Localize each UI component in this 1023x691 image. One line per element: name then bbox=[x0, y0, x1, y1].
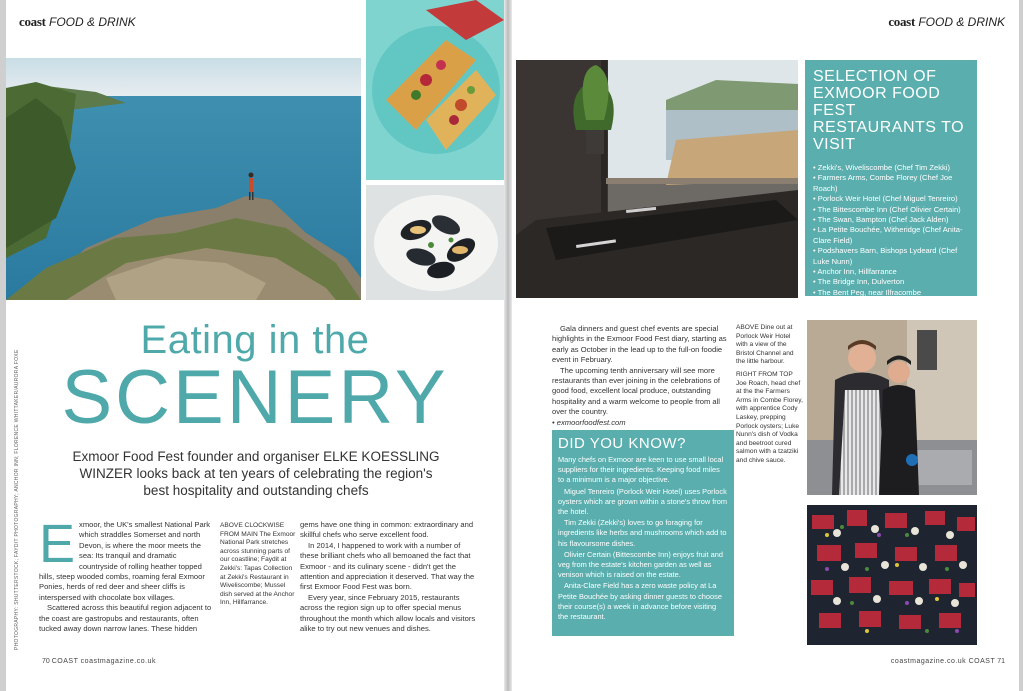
image-caption: ABOVE CLOCKWISE FROM MAIN The Exmoor National Park stretches across stunning parts of our coastline; Faydit at Zekki's: Tapas Collection at Zekki's Restaurant in Wiveliscombe; Mussel dish served at the Anchor Inn, Hillfarrance. bbox=[220, 522, 296, 607]
article-title-line1: Eating in the bbox=[140, 318, 370, 362]
fact-paragraph: Miguel Tenreiro (Porlock Weir Hotel) uses Porlock oysters which are grown within a stone's throw from the hotel. bbox=[558, 486, 727, 517]
tapas-dish-photo bbox=[366, 0, 504, 180]
fact-paragraph: Olivier Certain (Bittescombe Inn) enjoys fruit and veg from the estate's kitchen garden as well as venison which is raised on the estate. bbox=[558, 549, 723, 580]
list-item: • The Swan, Bampton (Chef Jack Alden) bbox=[813, 215, 949, 225]
exmoor-coast-photo bbox=[6, 58, 361, 300]
spine-gutter bbox=[504, 0, 512, 691]
body-paragraph: In 2014, I happened to work with a number of these brilliant chefs who all bemoaned the fact that Exmoor - and its culinary scene - didn't get the attention and appreciation it deserved. That way the first Exmoor Food Fest was born. bbox=[300, 540, 475, 592]
drop-cap: E bbox=[39, 514, 76, 574]
body-column bbox=[552, 324, 734, 428]
list-item: • La Petite Bouchée, Witheridge (Chef Anita-Clare Field) bbox=[813, 225, 963, 245]
list-item: • Podshavers Barn, Bishops Lydeard (Chef Luke Nunn) bbox=[813, 246, 958, 266]
list-item: • The Bridge Inn, Dulverton bbox=[813, 277, 905, 287]
chefs-kitchen-photo bbox=[807, 320, 977, 495]
list-item: • Zekki's, Wiveliscombe (Chef Tim Zekki) bbox=[813, 163, 951, 172]
list-item: • Farmers Arms, Combe Florey (Chef Joe Roach) bbox=[813, 173, 953, 193]
article-title-line2: SCENERY bbox=[61, 355, 449, 440]
salmon-dish-photo bbox=[807, 505, 977, 645]
website-link[interactable]: • exmoorfoodfest.com bbox=[552, 417, 626, 427]
body-paragraph: Gala dinners and guest chef events are special highlights in the Exmoor Food Fest diary, starting as early as October in the lead up to the full-on foodie event in February. bbox=[552, 324, 727, 365]
body-paragraph: The upcoming tenth anniversary will see more restaurants than ever joining in the celebrations of good food, excellent local produce, outstanding hospitality and a warm welcome to people from all over the country. bbox=[552, 365, 721, 417]
right-page bbox=[512, 0, 1019, 691]
restaurant-list-box bbox=[805, 60, 977, 296]
list-item: • Porlock Weir Hotel (Chef Miguel Tenreiro) bbox=[813, 194, 958, 204]
article-standfirst: Exmoor Food Fest founder and organiser ELKE KOESSLING WINZER looks back at ten years of celebrating the region's best hospitality and outstanding chefs bbox=[72, 449, 440, 498]
box-title: DID YOU KNOW? bbox=[558, 435, 686, 452]
mussel-dish-photo bbox=[366, 185, 504, 300]
page-folio: 70 COAST coastmagazine.co.uk bbox=[42, 658, 156, 665]
box-title: SELECTION OF EXMOOR FOOD FEST RESTAURANTS TO VISIT bbox=[813, 68, 965, 153]
photo-credit: PHOTOGRAPHY: SHUTTERSTOCK; FAYDIT PHOTOGRAPHY; ANCHOR INN; FLORENCE WHITTAKER/AURORA FOXE bbox=[14, 349, 20, 650]
body-paragraph: xmoor, the UK's smallest National Park which straddles Somerset and north Devon, is where the moor meets the sea: Its tranquil and dramatic countryside of rolling heather topped hills, steep wooded combs, roaming feral Exmoor Ponies, herds of red deer and sheer cliffs is interspersed with chocolate box villages. bbox=[39, 520, 211, 602]
list-item: • The Bittescombe Inn (Chef Olivier Certain) bbox=[813, 204, 961, 214]
restaurant-list bbox=[813, 163, 969, 298]
list-item: • The Bent Peg, near Ilfracombe bbox=[813, 287, 922, 297]
fact-paragraph: Anita-Clare Field has a zero waste policy at La Petite Bouchée by asking dinner guests to choose their course(s) a week in advance before visiting the restaurant. bbox=[558, 581, 722, 622]
list-item: • Anchor Inn, Hillfarrance bbox=[813, 267, 897, 277]
image-caption: ABOVE Dine out at Porlock Weir Hotel with a view of the Bristol Channel and the little harbour. bbox=[736, 324, 794, 366]
fact-paragraph: Many chefs on Exmoor are keen to use small local suppliers for their ingredients. Keeping food miles to a minimum is a major objective. bbox=[558, 455, 724, 485]
page-folio: coastmagazine.co.uk COAST 71 bbox=[890, 658, 1005, 665]
body-paragraph: gems have one thing in common: extraordinary and skillful chefs who serve excellent food. bbox=[300, 520, 474, 540]
left-page bbox=[6, 0, 504, 691]
body-column-1 bbox=[39, 514, 215, 634]
section-header: coast FOOD & DRINK bbox=[888, 14, 1005, 29]
body-column-3 bbox=[300, 520, 478, 634]
body-paragraph: Scattered across this beautiful region adjacent to the coast are gastropubs and restaurants, often tucked away down narrow lanes. These hidden bbox=[39, 603, 212, 634]
body-paragraph: Every year, since February 2015, restaurants across the region sign up to offer special menus throughout the month which allow locals and visitors alike to try out new venues and dishes. bbox=[300, 592, 476, 634]
fact-paragraph: Tim Zekki (Zekki's) loves to go foraging for ingredients like herbs and mushrooms which add to his flavoursome dishes. bbox=[558, 518, 727, 548]
section-header: coast FOOD & DRINK bbox=[19, 14, 136, 29]
porlock-weir-dining-photo bbox=[516, 60, 798, 298]
image-caption: RIGHT FROM TOP Joe Roach, head chef at the the Farmers Arms in Combe Florey, with apprentice Cody Laskey, prepping Porlock oysters; Luke Nunn's dish of Vodka and beetroot cured salmon with a tzatziki and chive sauce. bbox=[736, 371, 803, 464]
did-you-know-box bbox=[552, 430, 734, 636]
